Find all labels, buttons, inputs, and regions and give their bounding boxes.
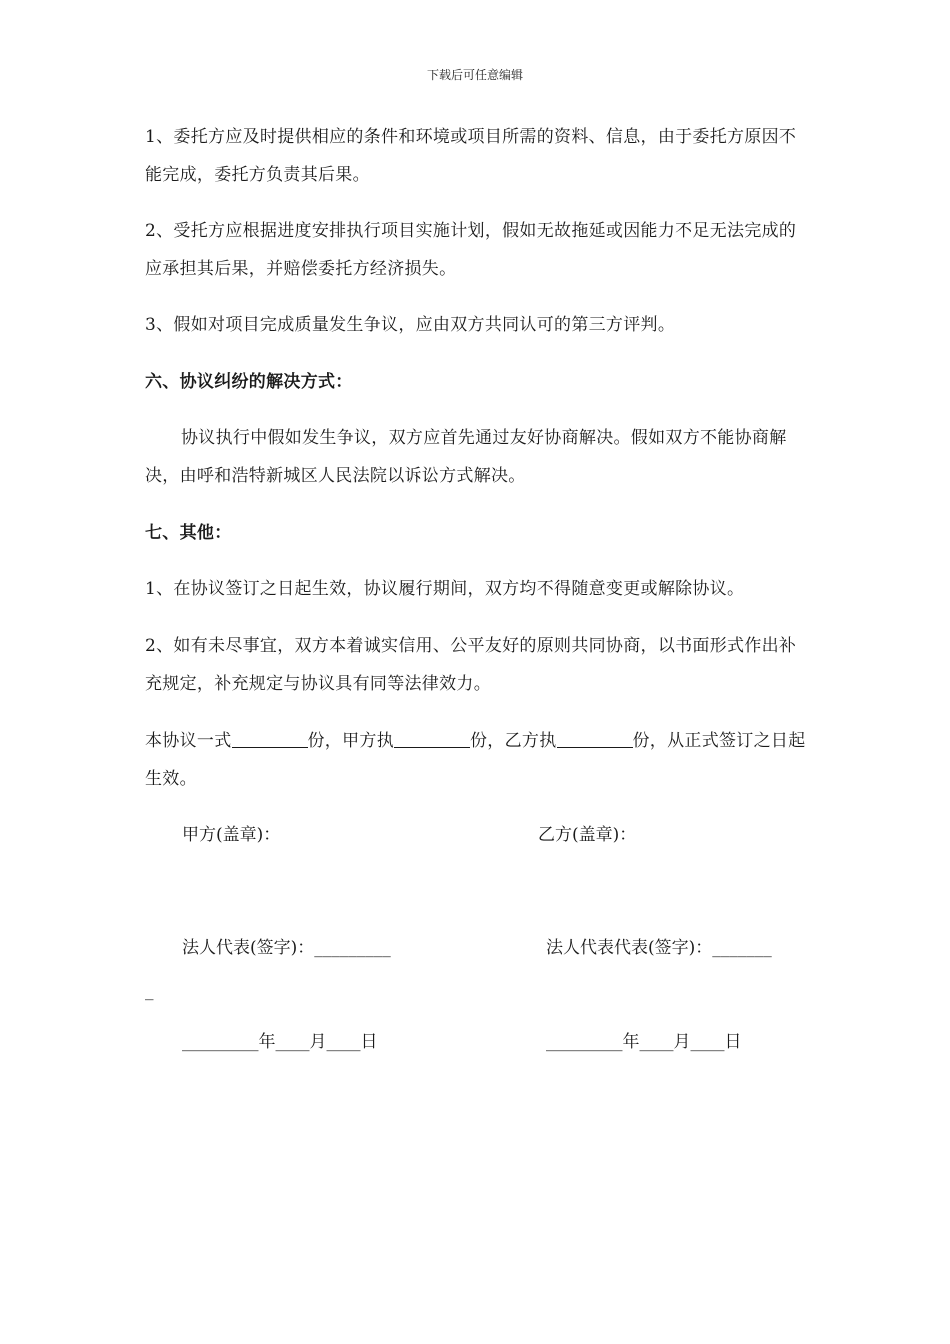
page-header: 下载后可任意编辑 bbox=[426, 68, 523, 82]
copies-text-1: 本协议一式 bbox=[145, 731, 232, 751]
copies-total-blank bbox=[232, 727, 308, 748]
party-b-copies-blank bbox=[557, 727, 633, 748]
party-b-representative-overflow: _ bbox=[145, 981, 154, 1001]
clause-5-1: 1、委托方应及时提供相应的条件和环境或项目所需的资料、信息，由于委托方原因不能完成，委托方负责其后果。 bbox=[145, 127, 797, 185]
party-b-date-line: _________年____月____日 bbox=[546, 1032, 742, 1052]
party-a-representative-line: 法人代表(签字)：_________ bbox=[182, 938, 391, 958]
clause-7-1: 1、在协议签订之日起生效，协议履行期间，双方均不得随意变更或解除协议。 bbox=[145, 579, 745, 599]
copies-clause bbox=[145, 722, 807, 798]
party-b-representative-line: 法人代表代表(签字)：_______ bbox=[546, 938, 772, 958]
section-6-body: 协议执行中假如发生争议，双方应首先通过友好协商解决。假如双方不能协商解决，由呼和浩特新城区人民法院以诉讼方式解决。 bbox=[145, 428, 787, 486]
copies-text-2: 份，甲方执 bbox=[307, 731, 394, 751]
section-6-heading: 六、协议纠纷的解决方式： bbox=[145, 372, 353, 392]
section-7-heading: 七、其他： bbox=[145, 523, 232, 543]
party-a-copies-blank bbox=[394, 727, 470, 748]
clause-5-3: 3、假如对项目完成质量发生争议，应由双方共同认可的第三方评判。 bbox=[145, 315, 676, 335]
party-a-seal-label: 甲方(盖章)： bbox=[182, 825, 281, 845]
copies-text-3: 份，乙方执 bbox=[470, 731, 557, 751]
clause-5-2: 2、受托方应根据进度安排执行项目实施计划，假如无故拖延或因能力不足无法完成的应承担其后果，并赔偿委托方经济损失。 bbox=[145, 221, 797, 279]
copies-text-4: 份，从正式签订之日起生效。 bbox=[145, 731, 806, 789]
party-a-date-line: _________年____月____日 bbox=[182, 1032, 378, 1052]
party-b-seal-label: 乙方(盖章)： bbox=[538, 825, 637, 845]
clause-7-2: 2、如有未尽事宜，双方本着诚实信用、公平友好的原则共同协商，以书面形式作出补充规定，补充规定与协议具有同等法律效力。 bbox=[145, 636, 797, 694]
